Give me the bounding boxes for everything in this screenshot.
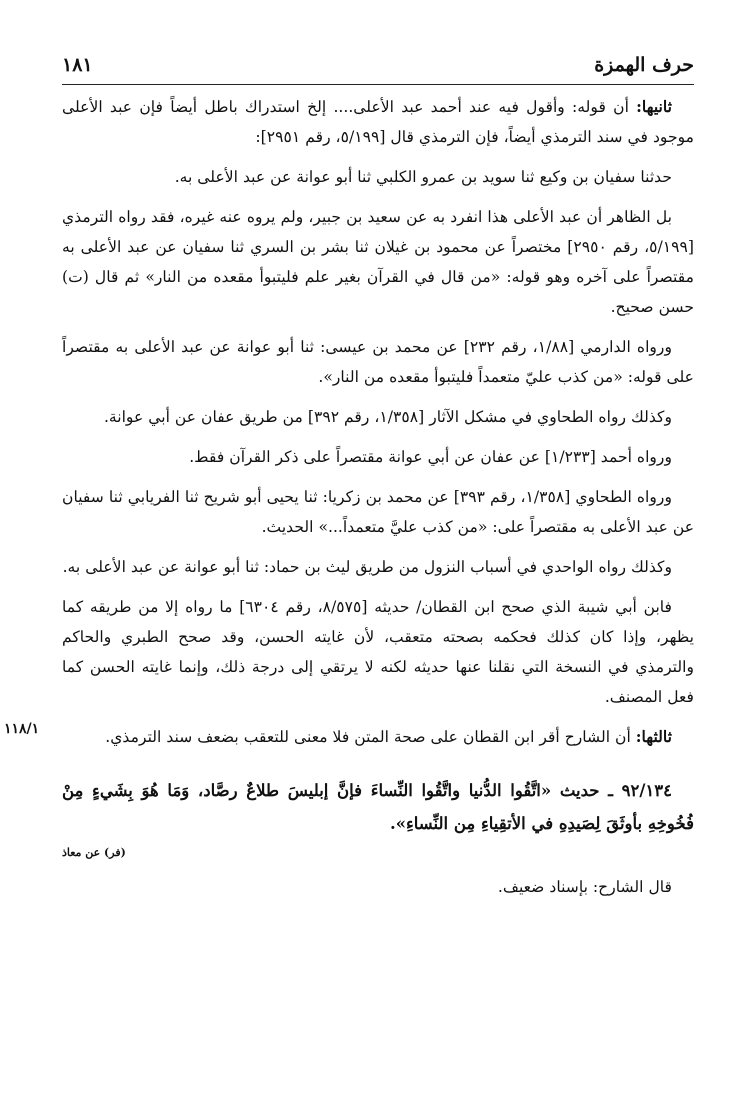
point-label: ثانيها: — [636, 97, 672, 116]
paragraph-third-point — [62, 722, 694, 752]
paragraph-text: أن الشارح أقر ابن القطان على صحة المتن فلا معنى للتعقب بضعف سند الترمذي. — [105, 728, 636, 746]
paragraph-text: أن قوله: وأقول فيه عند أحمد عبد الأعلى.... إلخ استدراك باطل أيضاً فإن عبد الأعلى موجود في سند الترمذي أيضاً، فإن الترمذي قال [٥/١٩٩، رقم ٢٩٥١]: — [62, 98, 694, 146]
paragraph-wahidi: وكذلك رواه الواحدي في أسباب النزول من طريق ليث بن حماد: ثنا أبو عوانة عن عبد الأعلى به. — [62, 558, 672, 576]
hadith-source: (فر) عن معاذ — [62, 846, 126, 859]
paragraph-tirmidhi: بل الظاهر أن عبد الأعلى هذا انفرد به عن سعيد بن جبير، ولم يروه عنه غيره، فقد رواه الترمذي [٥/١٩٩، رقم ٢٩٥٠] مختصراً عن محمود بن غيلان ثنا بشر بن السري ثنا سفيان عن عبد الأعلى به مقتصراً على آخره وهو قوله: «من قال في القرآن بغير علم فليتبوأ مقعده من النار» ثم قال (ت) حسن صحيح. — [62, 208, 695, 316]
page-number: ١٨١ — [62, 54, 93, 76]
paragraph-ahmad: ورواه أحمد [١/٢٣٣] عن عفان عن أبي عوانة مقتصراً على ذكر القرآن فقط. — [189, 448, 672, 466]
paragraph-isnad: حدثنا سفيان بن وكيع ثنا سويد بن عمرو الكلبي ثنا أبو عوانة عن عبد الأعلى به. — [174, 168, 672, 186]
paragraph-ibn-abi-shaybah: فابن أبي شيبة الذي صحح ابن القطان/ حديثه [٨/٥٧٥، رقم ٦٣٠٤] ما رواه إلا من طريقه كما يظهر، وإذا كان كذلك فحكمه بصحته متعقب، لأن غايته الحسن، وقد صحح الطبري والحاكم والترمذي في النسخة التي نقلنا عنها حديثه لكنه لا يرتقي إلى درجة ذلك، وإنما غايته الحسن كما فعل المصنف. — [62, 598, 694, 706]
hadith-text: ٩٢/١٣٤ ـ حديث «اتَّقُوا الدُّنيا واتَّقُوا النِّساءَ فإنَّ إبليسَ طلاعٌ رصَّاد، وَمَا هُوَ بِشَيءٍ مِنْ فُخُوخِهِ بأوثَقَ لِصَيدِهِ في الأتقِياءِ مِن النِّساءِ». — [62, 781, 694, 833]
page-header — [62, 48, 694, 85]
paragraph-tahawi-1: وكذلك رواه الطحاوي في مشكل الآثار [١/٣٥٨، رقم ٣٩٢] من طريق عفان عن أبي عوانة. — [103, 408, 672, 426]
page-body — [62, 92, 694, 912]
paragraph-tahawi-2: ورواه الطحاوي [١/٣٥٨، رقم ٣٩٣] عن محمد بن زكريا: ثنا يحيى أبو شريح ثنا الفريابي ثنا سفيان عن عبد الأعلى به مقتصراً على: «من كذب عليَّ متعمداً...» الحديث. — [62, 488, 694, 536]
paragraph-darimi: ورواه الدارمي [١/٨٨، رقم ٢٣٢] عن محمد بن عيسى: ثنا أبو عوانة عن عبد الأعلى به مقتصراً على قوله: «من كذب عليّ متعمداً فليتبوأ مقعده من النار». — [62, 338, 694, 386]
chapter-title: حرف الهمزة — [594, 54, 694, 76]
point-label: ثالثها: — [635, 727, 672, 746]
paragraph-commentary: قال الشارح: بإسناد ضعيف. — [497, 878, 672, 896]
margin-page-reference: ١١٨/١ — [4, 721, 40, 737]
paragraph-second-point — [62, 92, 694, 152]
